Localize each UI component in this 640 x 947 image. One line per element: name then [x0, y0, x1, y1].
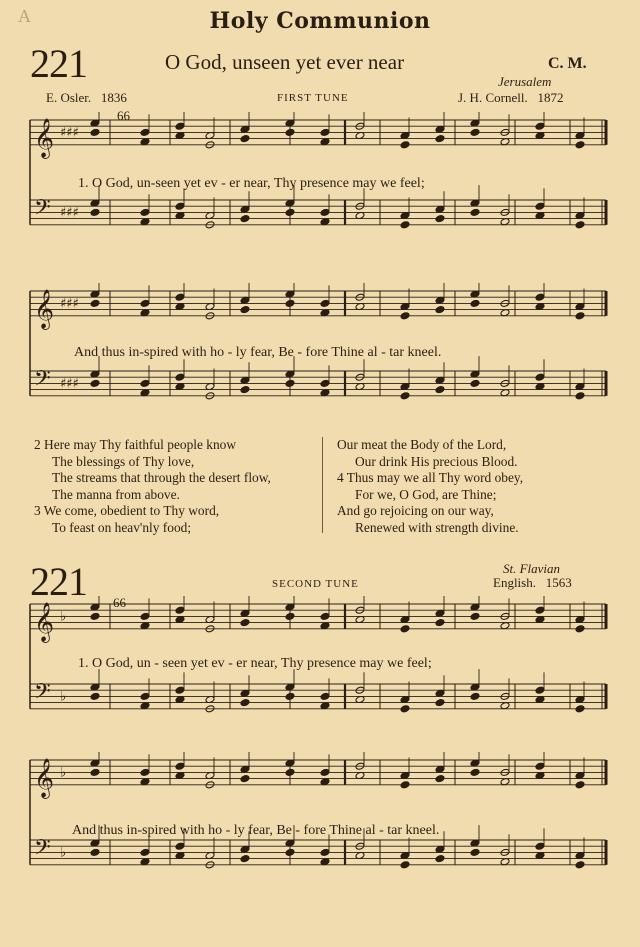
- note-head: [285, 379, 295, 387]
- note-head: [320, 208, 330, 216]
- note-head: [535, 202, 545, 210]
- note-head: [90, 299, 100, 307]
- note-head: [140, 299, 150, 307]
- note-head: [240, 306, 250, 314]
- treble-clef-icon: 𝄞: [34, 288, 55, 329]
- key-signature-flat-icon: ♭: [60, 689, 67, 705]
- verse-line: And go rejoicing on our way,: [337, 503, 494, 518]
- note-head: [575, 705, 585, 713]
- note-head: [535, 842, 545, 850]
- lyrics-line-1-first: 1. O God, un-seen yet ev - er near, Thy presence may we feel;: [78, 176, 425, 191]
- note-head: [285, 128, 295, 136]
- note-head: [240, 386, 250, 394]
- note-head: [435, 306, 445, 314]
- note-head: [240, 215, 250, 223]
- hymn-title: O God, unseen yet ever near: [165, 50, 405, 74]
- key-signature-flat-icon: ♭: [60, 609, 67, 625]
- verse-line: Our drink His precious Blood.: [355, 453, 518, 469]
- tune-name-first: Jerusalem: [498, 74, 552, 89]
- page-corner-letter: A: [18, 6, 31, 26]
- note-head: [320, 692, 330, 700]
- note-head: [285, 768, 295, 776]
- note-head: [535, 606, 545, 614]
- note-head: [435, 855, 445, 863]
- verses-left-column: [34, 437, 271, 536]
- note-head: [90, 848, 100, 856]
- note-head: [90, 128, 100, 136]
- verses-right-column: [337, 437, 523, 536]
- bass-clef-icon: 𝄢: [34, 195, 51, 226]
- key-signature-flat-icon: ♭: [60, 765, 67, 781]
- note-head: [435, 215, 445, 223]
- bass-clef-icon: 𝄢: [34, 679, 51, 710]
- note-head: [285, 692, 295, 700]
- note-head: [535, 293, 545, 301]
- note-head: [320, 299, 330, 307]
- note-head: [320, 379, 330, 387]
- note-head: [400, 312, 410, 320]
- key-signature-sharps-icon: ♯♯♯: [60, 205, 79, 221]
- note-head: [285, 848, 295, 856]
- note-head: [140, 379, 150, 387]
- note-head: [470, 692, 480, 700]
- author-name: E. Osler.: [46, 90, 92, 105]
- note-head: [320, 128, 330, 136]
- author-year: 1836: [100, 90, 127, 105]
- note-head: [240, 699, 250, 707]
- note-head: [140, 208, 150, 216]
- note-head: [175, 373, 185, 381]
- note-head: [90, 768, 100, 776]
- key-signature-sharps-icon: ♯♯♯: [60, 296, 79, 312]
- verse-line: 2 Here may Thy faithful people know: [34, 437, 237, 452]
- key-signature-flat-icon: ♭: [60, 845, 67, 861]
- note-head: [435, 699, 445, 707]
- note-head: [320, 768, 330, 776]
- note-head: [470, 208, 480, 216]
- author-credit: [46, 90, 127, 106]
- composer-credit-first: [458, 90, 563, 106]
- verse-divider: [322, 437, 323, 533]
- note-head: [400, 781, 410, 789]
- note-head: [400, 392, 410, 400]
- note-head: [535, 122, 545, 130]
- note-head: [435, 135, 445, 143]
- note-head: [140, 692, 150, 700]
- treble-clef-icon: 𝄞: [34, 757, 55, 798]
- hymn-number-first: 221: [30, 41, 87, 86]
- note-head: [240, 135, 250, 143]
- note-head: [175, 293, 185, 301]
- note-head: [175, 762, 185, 770]
- note-head: [90, 692, 100, 700]
- note-head: [240, 619, 250, 627]
- composer-year: 1563: [545, 575, 572, 590]
- page-header: Holy Communion: [209, 8, 431, 34]
- note-head: [470, 379, 480, 387]
- note-head: [400, 221, 410, 229]
- note-head: [285, 612, 295, 620]
- lyrics-line-2-first: And thus in-spired with ho - ly fear, Be - fore Thine al - tar kneel.: [74, 345, 442, 360]
- note-head: [285, 208, 295, 216]
- treble-clef-icon: 𝄞: [34, 117, 55, 158]
- note-head: [175, 842, 185, 850]
- note-head: [535, 373, 545, 381]
- note-head: [575, 625, 585, 633]
- note-head: [400, 861, 410, 869]
- note-head: [175, 202, 185, 210]
- note-head: [575, 221, 585, 229]
- tune-name-second: St. Flavian: [503, 561, 561, 576]
- note-head: [175, 606, 185, 614]
- note-head: [240, 855, 250, 863]
- note-head: [90, 379, 100, 387]
- bass-clef-icon: 𝄢: [34, 366, 51, 397]
- composer-name: J. H. Cornell.: [458, 90, 528, 105]
- note-head: [575, 141, 585, 149]
- verse-line: Renewed with strength divine.: [355, 519, 519, 535]
- note-head: [175, 122, 185, 130]
- note-head: [400, 625, 410, 633]
- verse-line: 3 We come, obedient to Thy word,: [34, 503, 220, 518]
- hymn-meter: C. M.: [548, 55, 587, 72]
- verse-line: The streams that through the desert flow,: [52, 470, 271, 485]
- note-head: [320, 612, 330, 620]
- bass-clef-icon: 𝄢: [34, 835, 51, 866]
- note-head: [470, 612, 480, 620]
- note-head: [140, 768, 150, 776]
- tune-label-first: FIRST TUNE: [277, 92, 349, 104]
- note-head: [535, 762, 545, 770]
- note-head: [575, 781, 585, 789]
- note-head: [140, 848, 150, 856]
- tempo-mark-first: 66: [117, 108, 130, 123]
- composer-name: English.: [493, 575, 536, 590]
- note-head: [140, 612, 150, 620]
- tune-label-second: SECOND TUNE: [272, 578, 359, 590]
- note-head: [470, 299, 480, 307]
- note-head: [90, 612, 100, 620]
- verse-line: The blessings of Thy love,: [52, 453, 195, 469]
- note-head: [535, 686, 545, 694]
- note-head: [90, 208, 100, 216]
- verse-line: The manna from above.: [52, 486, 180, 502]
- note-head: [140, 128, 150, 136]
- note-head: [470, 128, 480, 136]
- note-head: [435, 775, 445, 783]
- note-head: [400, 141, 410, 149]
- treble-clef-icon: 𝄞: [34, 601, 55, 642]
- composer-year: 1872: [537, 90, 564, 105]
- note-head: [470, 768, 480, 776]
- hymn-number-second: 221: [30, 559, 87, 604]
- key-signature-sharps-icon: ♯♯♯: [60, 376, 79, 392]
- note-head: [575, 312, 585, 320]
- verse-line: 4 Thus may we all Thy word obey,: [337, 470, 524, 485]
- note-head: [435, 386, 445, 394]
- note-head: [320, 848, 330, 856]
- tempo-mark-second: 66: [113, 595, 126, 610]
- note-head: [285, 299, 295, 307]
- note-head: [175, 686, 185, 694]
- verse-line: Our meat the Body of the Lord,: [337, 437, 507, 452]
- note-head: [400, 705, 410, 713]
- verse-line: For we, O God, are Thine;: [355, 486, 497, 502]
- verse-line: To feast on heav'nly food;: [52, 519, 192, 535]
- note-head: [575, 392, 585, 400]
- note-head: [470, 848, 480, 856]
- note-head: [435, 619, 445, 627]
- note-head: [240, 775, 250, 783]
- lyrics-line-1-second: 1. O God, un - seen yet ev - er near, Thy presence may we feel;: [78, 656, 432, 671]
- lyrics-line-2-second: And thus in-spired with ho - ly fear, Be - fore Thine al - tar kneel.: [72, 823, 440, 838]
- key-signature-sharps-icon: ♯♯♯: [60, 125, 79, 141]
- composer-credit-second: [493, 575, 572, 591]
- note-head: [575, 861, 585, 869]
